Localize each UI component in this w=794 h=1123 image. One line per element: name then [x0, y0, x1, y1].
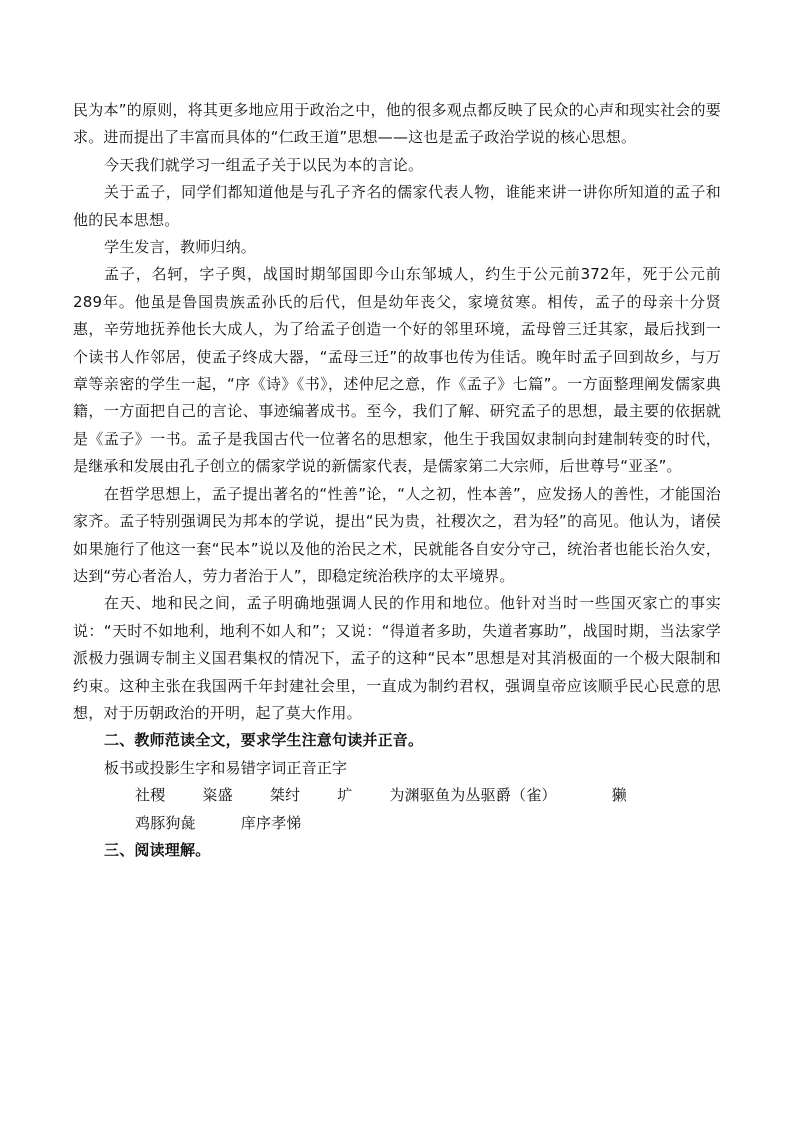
- vocab-word: 桀纣: [269, 786, 301, 805]
- vocab-word: 社稷: [135, 786, 166, 805]
- section-heading-2: 二、教师范读全文，要求学生注意句读并正音。: [104, 731, 424, 750]
- paragraph-minben: 在天、地和民之间，孟子明确地强调人民的作用和地位。他针对当时一些国灭家亡的事实说：“天时不如地利，地利不如人和”；又说：“得道者多助，失道者寡助”，战国时期，当法家学派极力强调专制主义国君集权的情况下，孟子的这种“民本”思想是对其消极面的一个极大限制和约束。这种主张在我国两千年封建社会里，一直成为制约君权，强调皇帝应该顺乎民心民意的思想，对于历朝政治的开明，起了莫大作用。: [73, 594, 721, 722]
- section-heading-3: 三、阅读理解。: [104, 840, 211, 859]
- paragraph-4: 学生发言，教师归纳。: [104, 238, 257, 257]
- paragraph-3: 关于孟子，同学们都知道他是与孔子齐名的儒家代表人物，谁能来讲一讲你所知道的孟子和他的民本思想。: [73, 183, 721, 229]
- paragraph-1: 民为本”的原则，将其更多地应用于政治之中，他的很多观点都反映了民众的心声和现实社会的要求。进而提出了丰富而具体的“仁政王道”思想——这也是孟子政治学说的核心思想。: [73, 101, 721, 147]
- vocab-word: 为渊驱鱼为丛驱爵（雀）: [389, 786, 557, 805]
- paragraph-philosophy: 在哲学思想上，孟子提出著名的“性善”论，“人之初，性本善”，应发扬人的善性，才能国治家齐。孟子特别强调民为邦本的学说，提出“民为贵，社稷次之，君为轻”的高见。他认为，诸侯如果施行了他这一套“民本”说以及他的治民之术，民就能各自安分守己，统治者也能长治久安，达到“劳心者治人，劳力者治于人”，即稳定统治秩序的太平境界。: [73, 484, 721, 585]
- word-list-line-2: [73, 810, 721, 837]
- paragraph-mencius-bio: 孟子，名轲，字子舆，战国时期邹国即今山东邹城人，约生于公元前372年，死于公元前289年。他虽是鲁国贵族孟孙氏的后代，但是幼年丧父，家境贫寒。相传，孟子的母亲十分贤惠，辛劳地抚养他长大成人，为了给孟子创造一个好的邻里环境，孟母曾三迁其家，最后找到一个读书人作邻居，使孟子终成大器，“孟母三迁”的故事也传为佳话。晚年时孟子回到故乡，与万章等亲密的学生一起，“序《诗》《书》，述仲尼之意，作《孟子》七篇”。一方面整理阐发儒家典籍，一方面把自己的言论、事迹编著成书。至今，我们了解、研究孟子的思想，最主要的依据就是《孟子》一书。孟子是我国古代一位著名的思想家，他生于我国奴隶制向封建制转变的时代，是继承和发展由孔子创立的儒家学说的新儒家代表，是儒家第二大宗师，后世尊号“亚圣”。: [73, 265, 721, 476]
- paragraph-2: 今天我们就学习一组孟子关于以民为本的言论。: [104, 155, 424, 174]
- document-page: [73, 97, 721, 864]
- vocab-word: 庠序孝悌: [240, 813, 302, 832]
- word-list-intro: 板书或投影生字和易错字词正音正字: [104, 758, 348, 777]
- vocab-word: 獭: [611, 786, 627, 805]
- vocab-word: 粢盛: [202, 786, 233, 805]
- vocab-word: 圹: [337, 786, 353, 805]
- word-list-line-1: [73, 782, 721, 809]
- vocab-word: 鸡豚狗彘: [135, 813, 196, 832]
